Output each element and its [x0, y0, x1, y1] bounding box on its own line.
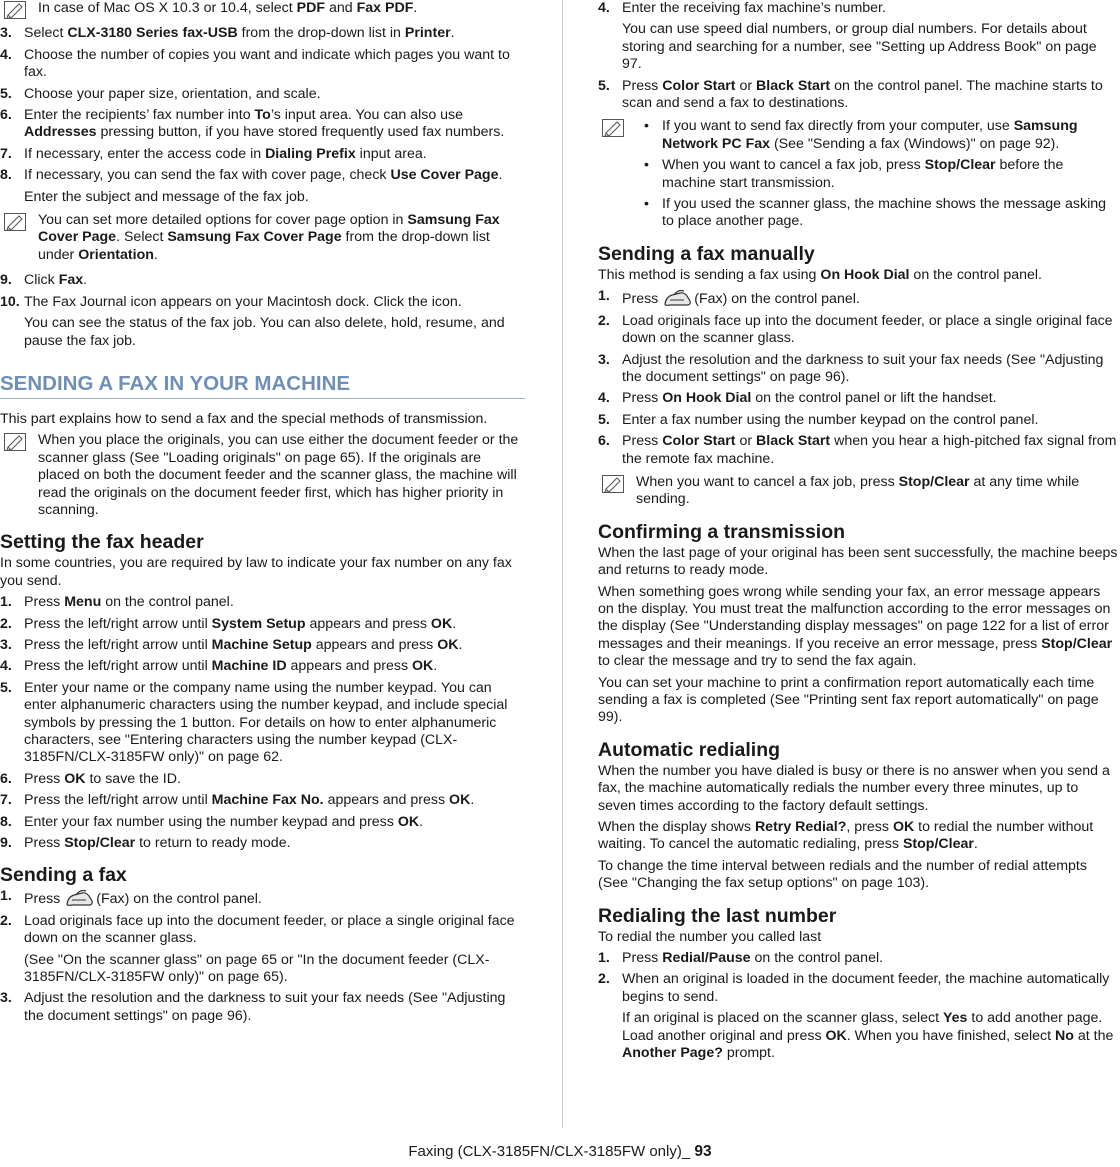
- step-number: 6.: [598, 433, 610, 450]
- step-text: Enter the receiving fax machine’s number.: [622, 0, 886, 16]
- step-number: 2.: [0, 615, 12, 632]
- manual-intro: This method is sending a fax using On Hook Dial on the control panel.: [598, 266, 1042, 283]
- steps-redial-last: [598, 950, 1120, 1062]
- step-number: 7.: [0, 792, 12, 809]
- step-text: Press (Fax) on the control panel.: [24, 888, 525, 908]
- step-detail: Enter the subject and message of the fax job.: [24, 188, 309, 205]
- step-text: Enter the recipients’ fax number into To’s input area. You can also use Addresses pressing button, if you have stored frequently used fax numbers.: [24, 107, 505, 141]
- step-text: Enter your name or the company name using the number keypad. You can enter alphanumeric characters using the number keypad, and include special symbols by pressing the 1 button. For details on how to enter alphanumeric characters, see "Entering characters using the number keypad (CLX-3185FN/CLX-3185FW only)" on page 62.: [24, 679, 508, 766]
- step-item: [598, 0, 1120, 74]
- paragraph: When the last page of your original has been sent successfully, the machine beeps and returns to ready mode.: [598, 544, 1118, 579]
- step-text: If necessary, enter the access code in Dialing Prefix input area.: [24, 145, 427, 162]
- fax-icon: [64, 888, 96, 908]
- step-number: 2.: [598, 971, 610, 988]
- step-text: Choose the number of copies you want and indicate which pages you want to fax.: [24, 46, 510, 81]
- step-number: 1.: [598, 288, 610, 305]
- footer-title: Faxing (CLX-3185FN/CLX-3185FW only)_: [408, 1143, 695, 1160]
- note-bullet: • If you used the scanner glass, the machine shows the message asking to place another page.: [636, 196, 1120, 231]
- heading-sending-fax: Sending a fax: [0, 864, 127, 887]
- step-item: [0, 792, 525, 809]
- step-number: 3.: [0, 636, 12, 653]
- step-item: [0, 771, 525, 788]
- step-item: [0, 990, 525, 1025]
- step-text: Adjust the resolution and the darkness to suit your fax needs (See "Adjusting the document settings" on page 96).: [24, 990, 506, 1024]
- step-item: [0, 658, 525, 675]
- step-item: [598, 313, 1120, 348]
- step-item: [598, 78, 1120, 113]
- step-number: 3.: [598, 351, 610, 368]
- note-text: In case of Mac OS X 10.3 or 10.4, select PDF and Fax PDF.: [38, 0, 418, 16]
- steps-mac-fax-end: [0, 272, 525, 350]
- heading-fax-header: Setting the fax header: [0, 531, 204, 554]
- paragraph: When the number you have dialed is busy or there is no answer when you send a fax, the machine automatically redials the number every three minutes, up to seven times according to the factory default settings.: [598, 762, 1110, 814]
- step-text: Press Color Start or Black Start when you hear a high-pitched fax signal from the remote fax machine.: [622, 433, 1117, 467]
- step-item: [0, 835, 525, 852]
- step-item: [0, 25, 525, 42]
- step-number: 8.: [0, 813, 12, 830]
- step-number: 4.: [598, 390, 610, 407]
- step-text: Press Color Start or Black Start on the control panel. The machine starts to scan and send a fax to destinations.: [622, 77, 1103, 112]
- step-text: Select CLX-3180 Series fax-USB from the drop-down list in Printer.: [24, 25, 455, 42]
- step-number: 3.: [0, 25, 12, 42]
- paragraph: To change the time interval between redials and the number of redial attempts (See "Changing the fax setup options" on page 103).: [598, 857, 1087, 892]
- step-number: 5.: [0, 85, 12, 102]
- heading-auto-redial: Automatic redialing: [598, 738, 781, 761]
- step-item: [0, 680, 525, 767]
- step-number: 2.: [598, 312, 610, 329]
- step-detail: You can use speed dial numbers, or group dial numbers. For details about storing and searching for a number, see "Setting up Address Book" on page 97.: [622, 21, 1097, 73]
- note-text: When you want to cancel a fax job, press Stop/Clear at any time while sending.: [636, 473, 1080, 508]
- step-text: Load originals face up into the document feeder, or place a single original face down on the scanner glass.: [24, 912, 515, 947]
- note-bullet: • If you want to send fax directly from your computer, use Samsung Network PC Fax (See "Sending a fax (Windows)" on page 92).: [636, 118, 1120, 153]
- step-text: Load originals face up into the document feeder, or place a single original face down on the scanner glass.: [622, 312, 1113, 347]
- step-text: If necessary, you can send the fax with cover page, check Use Cover Page.: [24, 167, 503, 184]
- step-number: 10.: [0, 293, 20, 310]
- step-number: 9.: [0, 835, 12, 852]
- step-item: [598, 971, 1120, 1062]
- step-text: Press On Hook Dial on the control panel or lift the handset.: [622, 390, 997, 407]
- step-text: Press Redial/Pause on the control panel.: [622, 950, 884, 967]
- step-item: [0, 146, 525, 163]
- step-item: [0, 86, 525, 103]
- step-text: Press the left/right arrow until Machine Fax No. appears and press OK.: [24, 792, 475, 809]
- note-pencil-icon: [4, 433, 26, 451]
- page-footer: [0, 1143, 1120, 1161]
- step-item: [598, 352, 1120, 387]
- step-text: Press Stop/Clear to return to ready mode.: [24, 835, 291, 852]
- page-number: 93: [694, 1143, 712, 1160]
- step-detail: You can see the status of the fax job. You can also delete, hold, resume, and pause the fax job.: [24, 315, 505, 349]
- steps-fax-header: [0, 594, 525, 852]
- step-item: [0, 594, 525, 611]
- note-text: When you place the originals, you can use either the document feeder or the scanner glass (See "Loading originals" on page 65). If the originals are placed on both the document feeder and the scanner glass, the machine will read the originals on the document feeder first, which has higher priority in scanning.: [38, 432, 519, 518]
- step-text: Press the left/right arrow until System Setup appears and press OK.: [24, 615, 457, 632]
- note-pencil-icon: [602, 475, 624, 493]
- note-cancel: [598, 474, 1120, 509]
- step-item: [598, 950, 1120, 967]
- step-item: [0, 913, 525, 987]
- step-text: Press Menu on the control panel.: [24, 594, 234, 611]
- step-text: Enter a fax number using the number keypad on the control panel.: [622, 411, 1039, 428]
- section-title: SENDING A FAX IN YOUR MACHINE: [0, 372, 525, 399]
- step-detail: If an original is placed on the scanner glass, select Yes to add another page. Load another original and press OK. When you have finished, select No at the Another Page? prompt.: [622, 1010, 1114, 1062]
- paragraph: When the display shows Retry Redial?, press OK to redial the number without waiting. To cancel the automatic redialing, press Stop/Clear.: [598, 819, 1094, 853]
- step-text: Adjust the resolution and the darkness to suit your fax needs (See "Adjusting the document settings" on page 96).: [622, 351, 1104, 385]
- step-number: 5.: [598, 77, 610, 94]
- step-text: Press the left/right arrow until Machine Setup appears and press OK.: [24, 636, 463, 653]
- step-number: 6.: [0, 770, 12, 787]
- step-number: 2.: [0, 912, 12, 929]
- step-number: 1.: [0, 888, 12, 905]
- paragraph: You can set your machine to print a confirmation report automatically each time sending a fax is completed (See "Printing sent fax report automatically" on page 99).: [598, 674, 1099, 726]
- fax-header-intro: In some countries, you are required by law to indicate your fax number on any fax you send.: [0, 555, 512, 589]
- confirm-paragraphs: [598, 545, 1120, 727]
- step-text: When an original is loaded in the document feeder, the machine automatically begins to send.: [622, 971, 1110, 1005]
- note-text: You can set more detailed options for cover page option in Samsung Fax Cover Page. Select Samsung Fax Cover Page from the drop-down list under Orientation.: [38, 212, 500, 263]
- steps-sending-fax: [0, 888, 525, 1025]
- step-item: [598, 390, 1120, 407]
- redial-last-intro: To redial the number you called last: [598, 928, 822, 945]
- step-number: 3.: [0, 990, 12, 1007]
- column-divider: [562, 0, 563, 1128]
- step-number: 7.: [0, 145, 12, 162]
- step-item: [0, 47, 525, 82]
- step-number: 6.: [0, 107, 12, 124]
- step-number: 4.: [598, 0, 610, 16]
- step-number: 8.: [0, 167, 12, 184]
- left-column: [0, 0, 525, 1031]
- note-pencil-icon: [602, 119, 624, 137]
- step-detail: (See "On the scanner glass" on page 65 or "In the document feeder (CLX-3185FN/CLX-3185FW only)" on page 65).: [24, 951, 490, 986]
- step-number: 4.: [0, 658, 12, 675]
- note-pencil-icon: [4, 213, 26, 231]
- note-cover-page: [0, 212, 525, 264]
- note-bullet: • When you want to cancel a fax job, press Stop/Clear before the machine start transmission.: [636, 157, 1120, 192]
- step-text: Press (Fax) on the control panel.: [622, 288, 1120, 308]
- step-item: [0, 616, 525, 633]
- steps-sending-fax-cont: [598, 0, 1120, 112]
- note-bullets: [636, 118, 1120, 230]
- fax-icon: [662, 288, 694, 308]
- step-item: [0, 637, 525, 654]
- step-number: 9.: [0, 272, 12, 289]
- step-number: 1.: [598, 950, 610, 967]
- step-item: [0, 272, 525, 289]
- step-number: 5.: [598, 411, 610, 428]
- step-item: [598, 412, 1120, 429]
- step-item: [0, 167, 525, 206]
- step-item: [0, 888, 525, 908]
- step-item: [0, 107, 525, 142]
- step-text: Enter your fax number using the number keypad and press OK.: [24, 813, 424, 830]
- step-text: Press the left/right arrow until Machine ID appears and press OK.: [24, 658, 438, 675]
- redial-paragraphs: [598, 763, 1120, 893]
- step-text: Press OK to save the ID.: [24, 770, 181, 787]
- step-number: 5.: [0, 679, 12, 696]
- note-mac-os: [0, 0, 525, 17]
- heading-manual: Sending a fax manually: [598, 242, 815, 265]
- right-column: [598, 0, 1120, 1069]
- step-number: 1.: [0, 594, 12, 611]
- steps-manual: [598, 288, 1120, 468]
- step-item: [0, 814, 525, 831]
- steps-mac-fax: [0, 25, 525, 206]
- step-item: [0, 294, 525, 350]
- note-pencil-icon: [4, 1, 26, 19]
- note-fax-tips: [598, 118, 1120, 230]
- step-item: [598, 433, 1120, 468]
- section-intro: This part explains how to send a fax and the special methods of transmission.: [0, 410, 488, 427]
- step-text: The Fax Journal icon appears on your Macintosh dock. Click the icon.: [24, 293, 462, 310]
- note-originals: [0, 432, 525, 519]
- step-text: Choose your paper size, orientation, and scale.: [24, 85, 321, 102]
- step-text: Click Fax.: [24, 272, 88, 289]
- heading-redial-last: Redialing the last number: [598, 904, 837, 927]
- paragraph: When something goes wrong while sending your fax, an error message appears on the display. You must treat the malfunction according to the error messages on the display (See "Understanding display messages" on page 122 for a list of error messages and their meanings. If you receive an error message, press Stop/Clear to clear the message and try to send the fax again.: [598, 583, 1113, 670]
- heading-confirm: Confirming a transmission: [598, 520, 846, 543]
- step-item: [598, 288, 1120, 308]
- step-number: 4.: [0, 46, 12, 63]
